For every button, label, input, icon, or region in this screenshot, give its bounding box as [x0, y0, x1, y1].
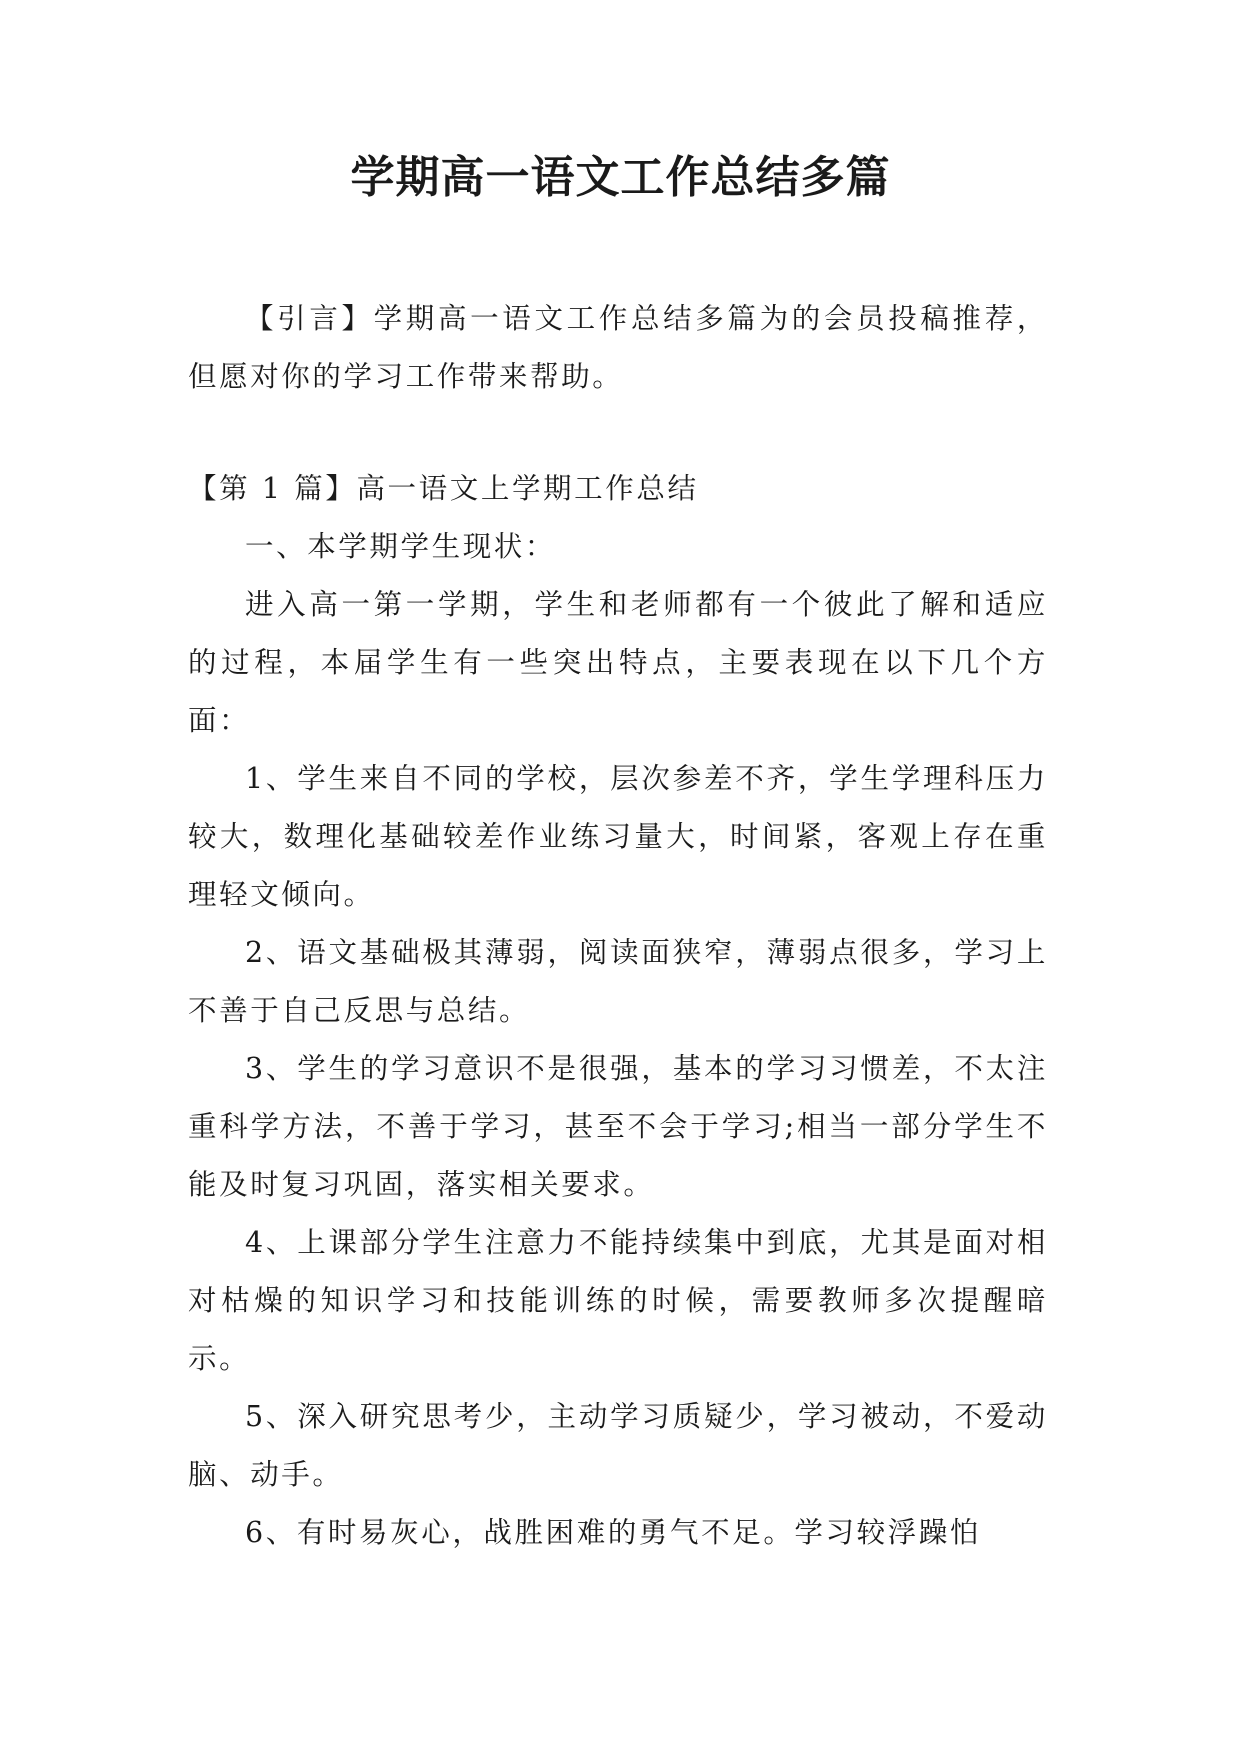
paragraph: 6、有时易灰心，战胜困难的勇气不足。学习较浮躁怕	[245, 1516, 982, 1549]
document-title: 学期高一语文工作总结多篇	[350, 152, 891, 203]
paragraph: 5、深入研究思考少，主动学习质疑少，学习被动，不爱动脑、动手。	[188, 1400, 1048, 1491]
paragraph: 3、学生的学习意识不是很强，基本的学习习惯差，不太注重科学方法，不善于学习，甚至不会于学习;相当一部分学生不能及时复习巩固，落实相关要求。	[188, 1052, 1048, 1201]
subheading: 一、本学期学生现状：	[245, 530, 557, 563]
section-heading: 【第 1 篇】高一语文上学期工作总结	[188, 472, 699, 505]
paragraph: 1、学生来自不同的学校，层次参差不齐，学生学理科压力较大，数理化基础较差作业练习量大，时间紧，客观上存在重理轻文倾向。	[188, 762, 1048, 911]
paragraph: 2、语文基础极其薄弱，阅读面狭窄，薄弱点很多，学习上不善于自己反思与总结。	[188, 936, 1048, 1027]
intro-paragraph: 【引言】学期高一语文工作总结多篇为的会员投稿推荐，但愿对你的学习工作带来帮助。	[188, 302, 1048, 393]
paragraph: 进入高一第一学期，学生和老师都有一个彼此了解和适应的过程，本届学生有一些突出特点，主要表现在以下几个方面：	[188, 588, 1048, 737]
article-body	[188, 460, 1048, 1562]
paragraph: 4、上课部分学生注意力不能持续集中到底，尤其是面对相对枯燥的知识学习和技能训练的时候，需要教师多次提醒暗示。	[188, 1226, 1048, 1375]
